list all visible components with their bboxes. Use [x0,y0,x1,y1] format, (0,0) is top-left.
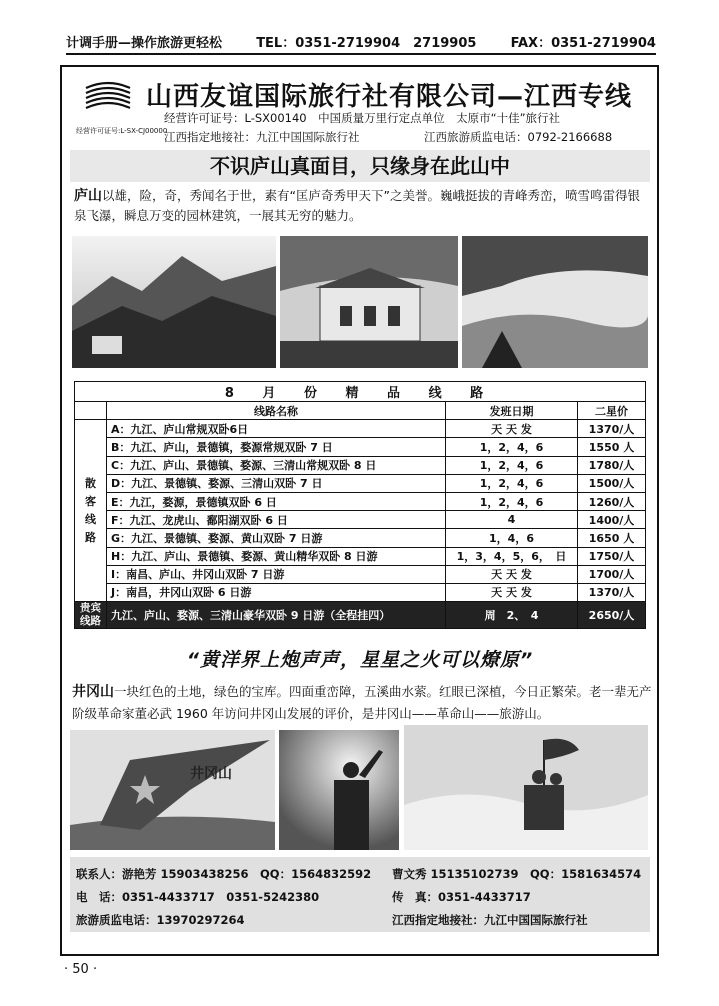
monument-sign: 井冈山 [190,766,232,782]
table-header-row [75,402,646,420]
table-row [75,438,646,456]
lushan-description: 以雄，险，奇，秀闻名于世，素有“匡庐奇秀甲天下”之美誉。巍峨挺拔的青峰秀峦，喷雪鸣雷得银泉飞瀑，瞬息万变的园林建筑，一展其无穷的魅力。 [74,188,640,223]
route-name: A：九江、庐山常规双卧6日 [107,420,446,438]
license-line: 经营许可证号：L-SX00140 中国质量万里行定点单位 太原市“十佳”旅行社 [164,111,561,125]
route-name: G：九江、景德镇、婺源、黄山双卧 7 日游 [107,529,446,547]
route-name: F：九江、龙虎山、鄱阳湖双卧 6 日 [107,511,446,529]
route-name: E：九江，婺源，景德镇双卧 6 日 [107,492,446,510]
route-date: 天 天 发 [446,420,578,438]
route-date: 天 天 发 [446,565,578,583]
route-date: 4 [446,511,578,529]
table-row [75,565,646,583]
table-row [75,492,646,510]
photo-villa-building [280,236,458,368]
route-price: 1700/人 [578,565,646,583]
table-title-row [75,382,646,402]
table-row [75,529,646,547]
logo-caption: 经营许可证号:L-SX-CJ00000 [76,127,168,135]
photo-pine-sea-of-clouds [462,236,648,368]
route-name: B：九江、庐山，景德镇，婺源常规双卧 7 日 [107,438,446,456]
route-price: 1650 人 [578,529,646,547]
contact-person-1: 联系人：游艳芳 15903438256 QQ：1564832592 [76,867,372,881]
ground-agent: 江西指定地接社：九江中国国际旅行社 [164,130,360,144]
sun-logo-icon [78,76,138,116]
contact-box [70,857,650,932]
route-date: 1，2，4，6 [446,438,578,456]
contact-ground-agent: 江西指定地接社：九江中国国际旅行社 [392,913,588,927]
agency-name: 山西友谊国际旅行社有限公司—江西专线 [146,82,633,112]
lushan-name: 庐山 [74,188,102,204]
luxury-route-price: 2650/人 [578,602,646,629]
lushan-headline: 不识庐山真面目，只缘身在此山中 [70,150,650,182]
luxury-route-date: 周 2、 4 [446,602,578,629]
jinggangshan-description: 一块红色的土地，绿色的宝库。四面重峦障，五溪曲水萦。红眼已深植，今日正繁荣。老一辈无产阶级革命家董必武 1960 年访问井冈山发展的评价，是井冈山——革命山——旅游山。 [72,684,652,721]
route-name: I：南昌、庐山、井冈山双卧 7 日游 [107,565,446,583]
route-date: 1，2，4，6 [446,474,578,492]
route-date: 1，2，4，6 [446,492,578,510]
page-number: · 50 · [64,962,98,977]
route-date: 1，3，4，5，6， 日 [446,547,578,565]
table-row [75,511,646,529]
route-date: 1，4，6 [446,529,578,547]
col-price: 二星价 [578,402,646,420]
col-date: 发班日期 [446,402,578,420]
lushan-intro [74,186,652,226]
route-table [74,381,646,629]
quality-phone: 江西旅游质监电话：0792-2166688 [424,130,613,144]
route-date: 天 天 发 [446,583,578,601]
route-name: H：九江、庐山、景德镇、婺源、黄山精华双卧 8 日游 [107,547,446,565]
route-price: 1780/人 [578,456,646,474]
contact-fax: 传 真：0351-4433717 [392,890,531,904]
route-name: C：九江、庐山、景德镇、婺源、三清山常规双卧 8 日 [107,456,446,474]
route-table-wrap [74,381,646,629]
route-price: 1260/人 [578,492,646,510]
luxury-row [75,602,646,629]
contact-person-2: 曹文秀 15135102739 QQ：1581634574 [392,867,642,881]
route-price: 1400/人 [578,511,646,529]
route-price: 1500/人 [578,474,646,492]
table-row [75,474,646,492]
header-slogan: 计调手册—操作旅游更轻松 [66,36,223,51]
photo-mountain-mist [72,236,276,368]
luxury-label: 贵宾线路 [75,602,107,629]
route-price: 1370/人 [578,420,646,438]
contact-phone: 电 话：0351-4433717 0351-5242380 [76,890,320,904]
col-route-name: 线路名称 [107,402,446,420]
table-title: 8 月 份 精 品 线 路 [75,382,646,402]
jinggangshan-intro [72,681,652,724]
contact-quality-phone: 旅游质监电话：13970297264 [76,913,245,927]
route-price: 1750/人 [578,547,646,565]
photo-flag-statue-clouds [404,725,648,850]
table-row [75,456,646,474]
table-row [75,583,646,601]
route-name: J：南昌，井冈山双卧 6 日游 [107,583,446,601]
jinggangshan-slogan: “黄洋界上炮声声，星星之火可以燎原” [186,649,534,671]
photo-statue-sunset [279,730,399,850]
table-row [75,547,646,565]
photo-monument-star [70,730,275,850]
header-tel: TEL：0351-2719904 2719905 [256,36,477,51]
route-name: D：九江、景德镇、婺源、三清山双卧 7 日 [107,474,446,492]
route-price: 1370/人 [578,583,646,601]
jinggangshan-name: 井冈山 [72,684,114,700]
route-date: 1，2，4，6 [446,456,578,474]
header-fax: FAX：0351-2719904 [510,36,656,51]
route-price: 1550 人 [578,438,646,456]
group-label: 散客线路 [75,420,107,602]
luxury-route-name: 九江、庐山、婺源、三清山豪华双卧 9 日游（全程挂四） [107,602,446,629]
table-row [75,420,646,438]
header-bar [66,33,656,55]
